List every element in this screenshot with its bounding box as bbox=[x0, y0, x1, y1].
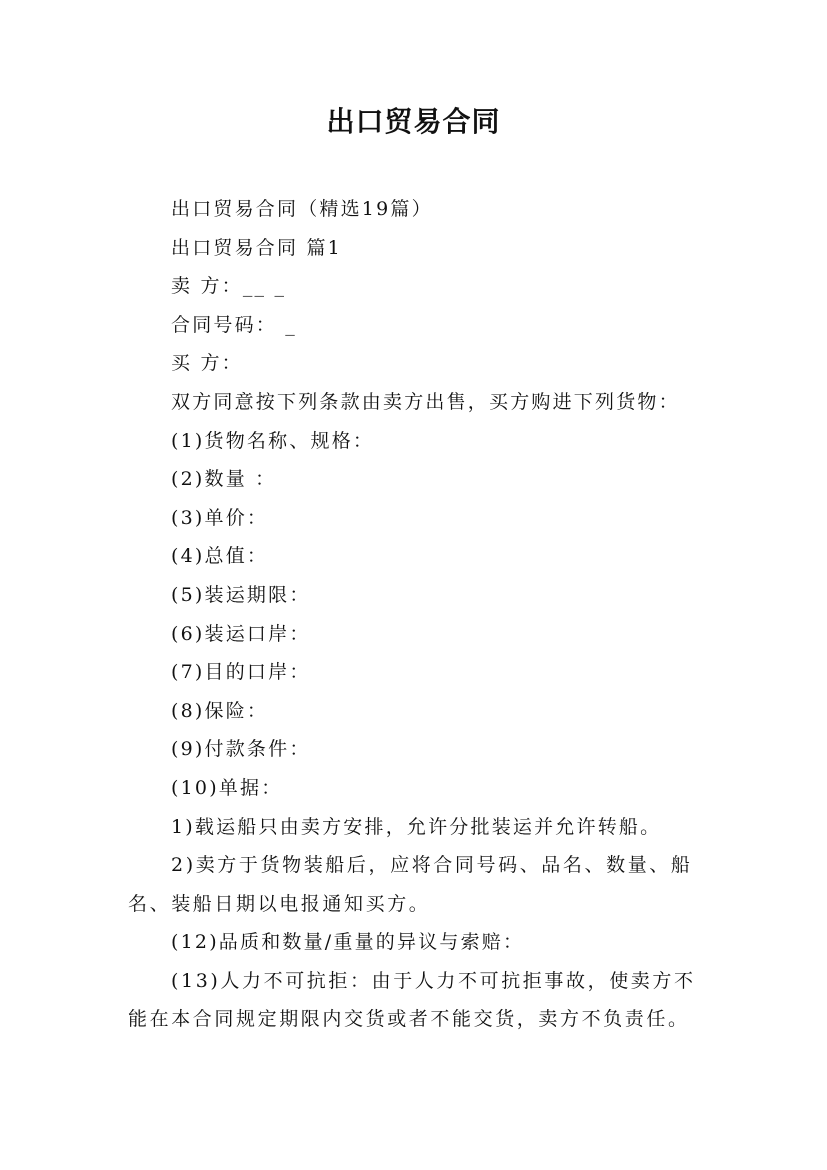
clause-destination-port: (7)目的口岸： bbox=[171, 661, 311, 684]
clause-total-value: (4)总值： bbox=[171, 545, 269, 568]
section-heading: 出口贸易合同 篇1 bbox=[171, 236, 342, 259]
buyer-field: 买 方： bbox=[171, 352, 243, 375]
clause-force-majeure: (13)人力不可抗拒：由于人力不可抗拒事故，使卖方不能在本合同规定期限内交货或者不能交货，卖方不负责任。 bbox=[128, 969, 696, 1031]
clause-quantity: (2)数量 ： bbox=[171, 468, 277, 491]
clause-documents: (10)单据： bbox=[171, 776, 283, 799]
clause-shipment-period: (5)装运期限： bbox=[171, 583, 311, 606]
clause-insurance: (8)保险： bbox=[171, 699, 269, 722]
seller-field: 卖 方：__ _ bbox=[171, 275, 287, 298]
document-title: 出口贸易合同 bbox=[326, 105, 501, 138]
clause-unit-price: (3)单价： bbox=[171, 506, 269, 529]
document-body bbox=[128, 190, 708, 1039]
clause-goods-name: (1)货物名称、规格： bbox=[171, 429, 375, 452]
clause-quality-claims: (12)品质和数量/重量的异议与索赔： bbox=[171, 931, 525, 954]
contract-number-field: 合同号码： _ bbox=[171, 313, 297, 336]
subclause-shipping-notice: 2)卖方于货物装船后，应将合同号码、品名、数量、船名、装船日期以电报通知买方。 bbox=[128, 854, 693, 915]
clause-loading-port: (6)装运口岸： bbox=[171, 622, 311, 645]
subclause-vessel: 1)载运船只由卖方安排，允许分批装运并允许转船。 bbox=[171, 815, 662, 838]
agreement-statement: 双方同意按下列条款由卖方出售，买方购进下列货物： bbox=[171, 390, 680, 413]
subtitle-line: 出口贸易合同（精选19篇） bbox=[171, 198, 433, 220]
clause-payment-terms: (9)付款条件： bbox=[171, 738, 311, 761]
